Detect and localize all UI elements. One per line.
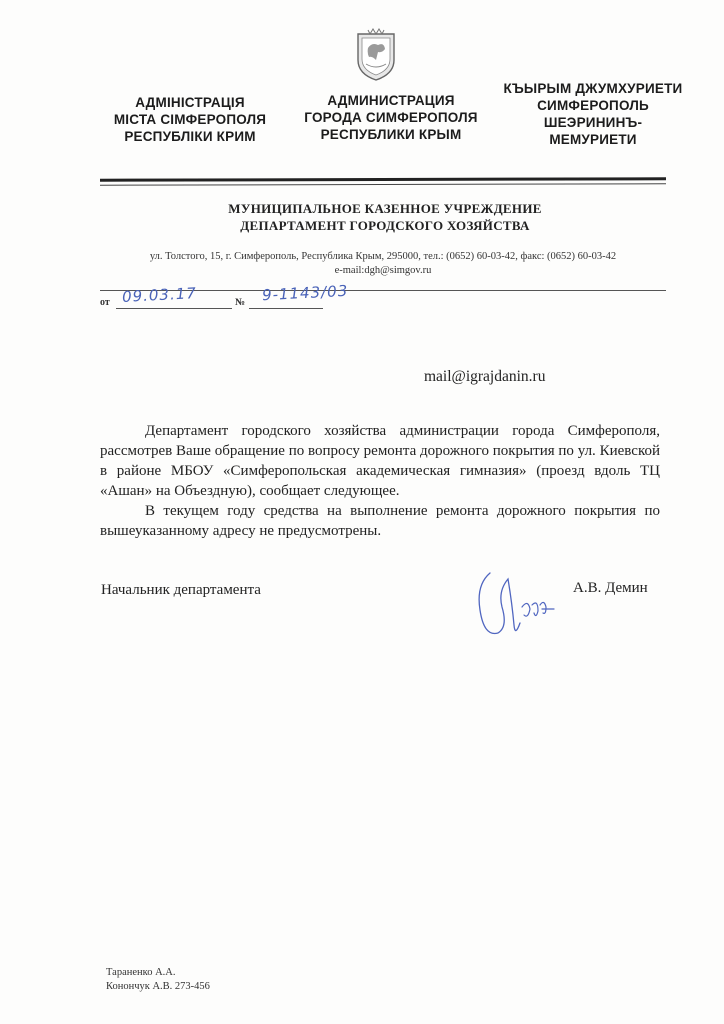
- registration-number: 9-1143/03: [261, 281, 349, 305]
- registration-date: 09.03.17: [121, 284, 198, 306]
- executor-1: Тараненко А.А.: [106, 967, 176, 978]
- handwritten-signature: [468, 555, 568, 655]
- crimea-coat-of-arms-icon: [354, 26, 398, 82]
- organization-address: ул. Толстого, 15, г. Симферополь, Республика Крым, 295000, тел.: (0652) 60-03-42, факс: (0652) 60-03-42 e-mail:dgh@simgov.ru: [149, 251, 617, 276]
- header-divider-thin: [100, 183, 666, 185]
- header-russian: АДМИНИСТРАЦИЯ ГОРОДА СИМФЕРОПОЛЯ РЕСПУБЛИКИ КРЫМ: [304, 93, 478, 142]
- recipient-email: mail@igrajdanin.ru: [424, 368, 546, 385]
- header-crimean-tatar: КЪЫРЫМ ДЖУМХУРИЕТИ СИМФЕРОПОЛЬ ШЕЭРИНИНЪ- МЕМУРИЕТИ: [503, 81, 683, 147]
- date-label: от: [100, 297, 110, 308]
- body-paragraph-1: Департамент городского хозяйства администрации города Симферополя, рассмотрев Ваше обращение по вопросу ремонта дорожного покрытия по ул. Киевской в районе МБОУ «Симферопольская академическая гимназия» (проезд вдоль ТЦ «Ашан» на Объездную), сообщает следующее.: [100, 423, 660, 499]
- executor-2: Конончук А.В. 273-456: [106, 981, 210, 992]
- number-underline: [249, 308, 323, 309]
- date-underline: [116, 308, 232, 309]
- signatory-title: Начальник департамента: [101, 582, 261, 598]
- number-label: №: [235, 297, 246, 308]
- organization-name: МУНИЦИПАЛЬНОЕ КАЗЕННОЕ УЧРЕЖДЕНИЕ ДЕПАРТАМЕНТ ГОРОДСКОГО ХОЗЯЙСТВА: [228, 201, 542, 233]
- letter-body: [100, 421, 660, 541]
- executor-footer: [106, 966, 210, 994]
- body-paragraph-2: В текущем году средства на выполнение ремонта дорожного покрытия по вышеуказанному адресу не предусмотрены.: [100, 503, 660, 539]
- header-divider-thick: [100, 177, 666, 181]
- signatory-name: А.В. Демин: [573, 580, 648, 596]
- header-ukrainian: АДМІНІСТРАЦІЯ МІСТА СІМФЕРОПОЛЯ РЕСПУБЛІКИ КРИМ: [113, 95, 267, 144]
